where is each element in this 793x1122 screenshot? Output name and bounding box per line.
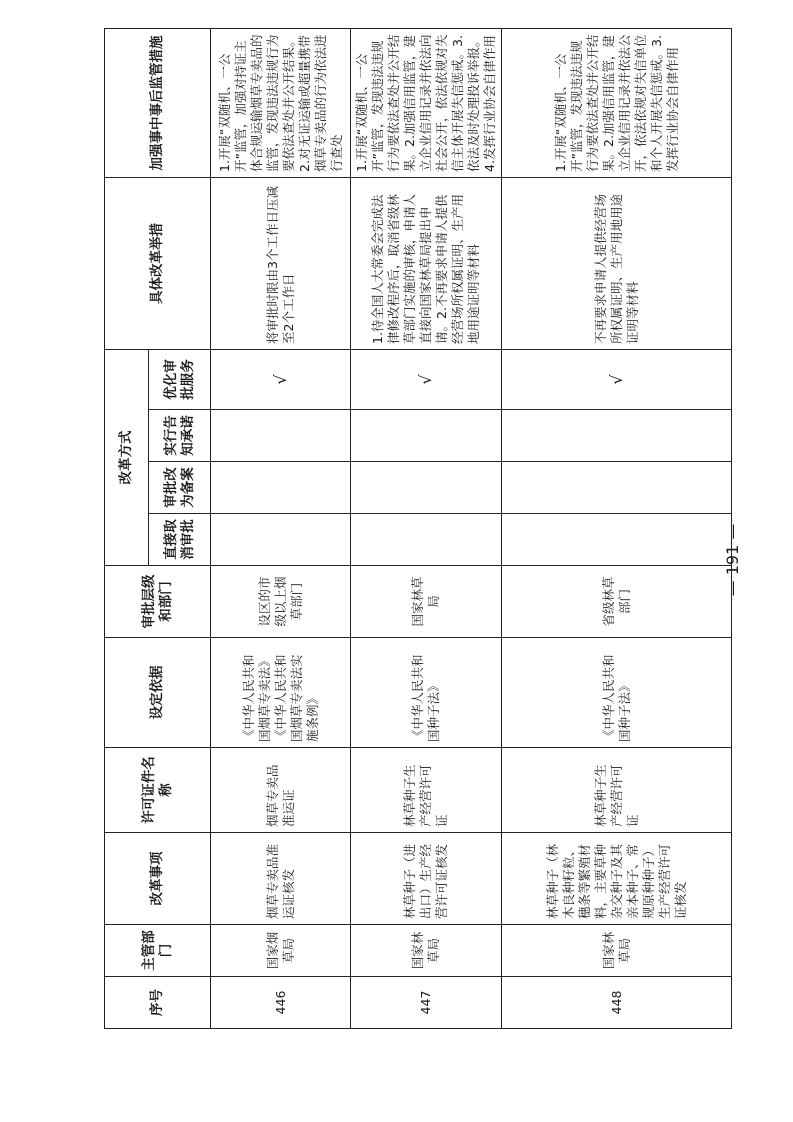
cell-level: 省级林草部门	[502, 566, 732, 638]
header-measures: 具体改革举措	[105, 178, 211, 350]
header-item: 改革事项	[105, 833, 211, 925]
cell-notify	[351, 410, 502, 462]
cell-seq: 446	[211, 977, 351, 1029]
check-mark-optimize: √	[211, 350, 351, 410]
header-mode-cancel: 直接取消审批	[149, 514, 211, 566]
header-supervision: 加强事中事后监管措施	[105, 29, 211, 178]
cell-filing	[211, 462, 351, 514]
table-row	[211, 29, 351, 1029]
reform-table	[104, 28, 732, 1029]
cell-license: 林草种子生产经营许可证	[502, 748, 732, 833]
cell-supervision: 1.开展“双随机、一公开”监管，发现违法违规行为要依法查处并公开结果。2.加强信用监管，建立企业信用记录并依法向社会公开，依法依规对失信主体开展失信惩戒。3.依法及时处理投诉举报。4.发挥行业协会自律作用	[351, 29, 502, 178]
cell-supervision: 1.开展“双随机、一公开”监管，发现违法违规行为要依法查处并公开结果。2.加强信用监管，建立企业信用记录并依法公开，依法依规对失信单位和个人开展失信惩戒。3.发挥行业协会自律作用	[502, 29, 732, 178]
cell-supervision: 1.开展“双随机、一公开”监管，加强对持证主体合规运输烟草专卖品的监管，发现违法违规行为要依法查处并公开结果。2.对无证运输或超量携带烟草专卖品的行为依法进行查处	[211, 29, 351, 178]
cell-item: 林草种子（林木良种籽粒、穗条等繁殖材料，主要草种杂交种子及其亲本种子、常规原种种子）生产经营许可证核发	[502, 833, 732, 925]
cell-basis: 《中华人民共和国种子法》	[351, 638, 502, 748]
header-seq: 序号	[105, 977, 211, 1029]
cell-basis: 《中华人民共和国烟草专卖法》《中华人民共和国烟草专卖法实施条例》	[211, 638, 351, 748]
page-number-area	[693, 470, 773, 650]
cell-measures: 不再要求申请人提供经营场所权属证明、生产用地用途证明等材料	[502, 178, 732, 350]
cell-notify	[502, 410, 732, 462]
header-level: 审批层级和部门	[105, 566, 211, 638]
cell-dept: 国家林草局	[502, 925, 732, 977]
cell-level: 国家林草局	[351, 566, 502, 638]
header-mode: 改革方式	[105, 350, 149, 566]
cell-seq: 448	[502, 977, 732, 1029]
cell-seq: 447	[351, 977, 502, 1029]
header-mode-notify: 实行告知承诺	[149, 410, 211, 462]
header-mode-optimize: 优化审批服务	[149, 350, 211, 410]
cell-cancel	[351, 514, 502, 566]
table-row	[351, 29, 502, 1029]
header-dept: 主管部门	[105, 925, 211, 977]
cell-dept: 国家烟草局	[211, 925, 351, 977]
cell-item: 烟草专卖品准运证核发	[211, 833, 351, 925]
cell-notify	[211, 410, 351, 462]
check-mark-optimize: √	[502, 350, 732, 410]
cell-item: 林草种子（进出口）生产经营许可证核发	[351, 833, 502, 925]
page-number: — 191 —	[723, 523, 742, 597]
header-license: 许可证件名称	[105, 748, 211, 833]
cell-measures: 1.待全国人大常委会完成法律修改程序后，取消省级林草部门实施的审核，申请人直接向国家林草局提出申请。2.不再要求申请人提供经营场所权属证明、生产用地用途证明等材料	[351, 178, 502, 350]
check-mark-optimize: √	[351, 350, 502, 410]
cell-filing	[351, 462, 502, 514]
cell-basis: 《中华人民共和国种子法》	[502, 638, 732, 748]
cell-measures: 将审批时限由3个工作日压减至2个工作日	[211, 178, 351, 350]
cell-level: 设区的市级以上烟草部门	[211, 566, 351, 638]
header-basis: 设定依据	[105, 638, 211, 748]
reform-table-rotated	[104, 29, 720, 1029]
cell-cancel	[211, 514, 351, 566]
cell-license: 烟草专卖品准运证	[211, 748, 351, 833]
header-mode-filing: 审批改为备案	[149, 462, 211, 514]
cell-dept: 国家林草局	[351, 925, 502, 977]
cell-license: 林草种子生产经营许可证	[351, 748, 502, 833]
